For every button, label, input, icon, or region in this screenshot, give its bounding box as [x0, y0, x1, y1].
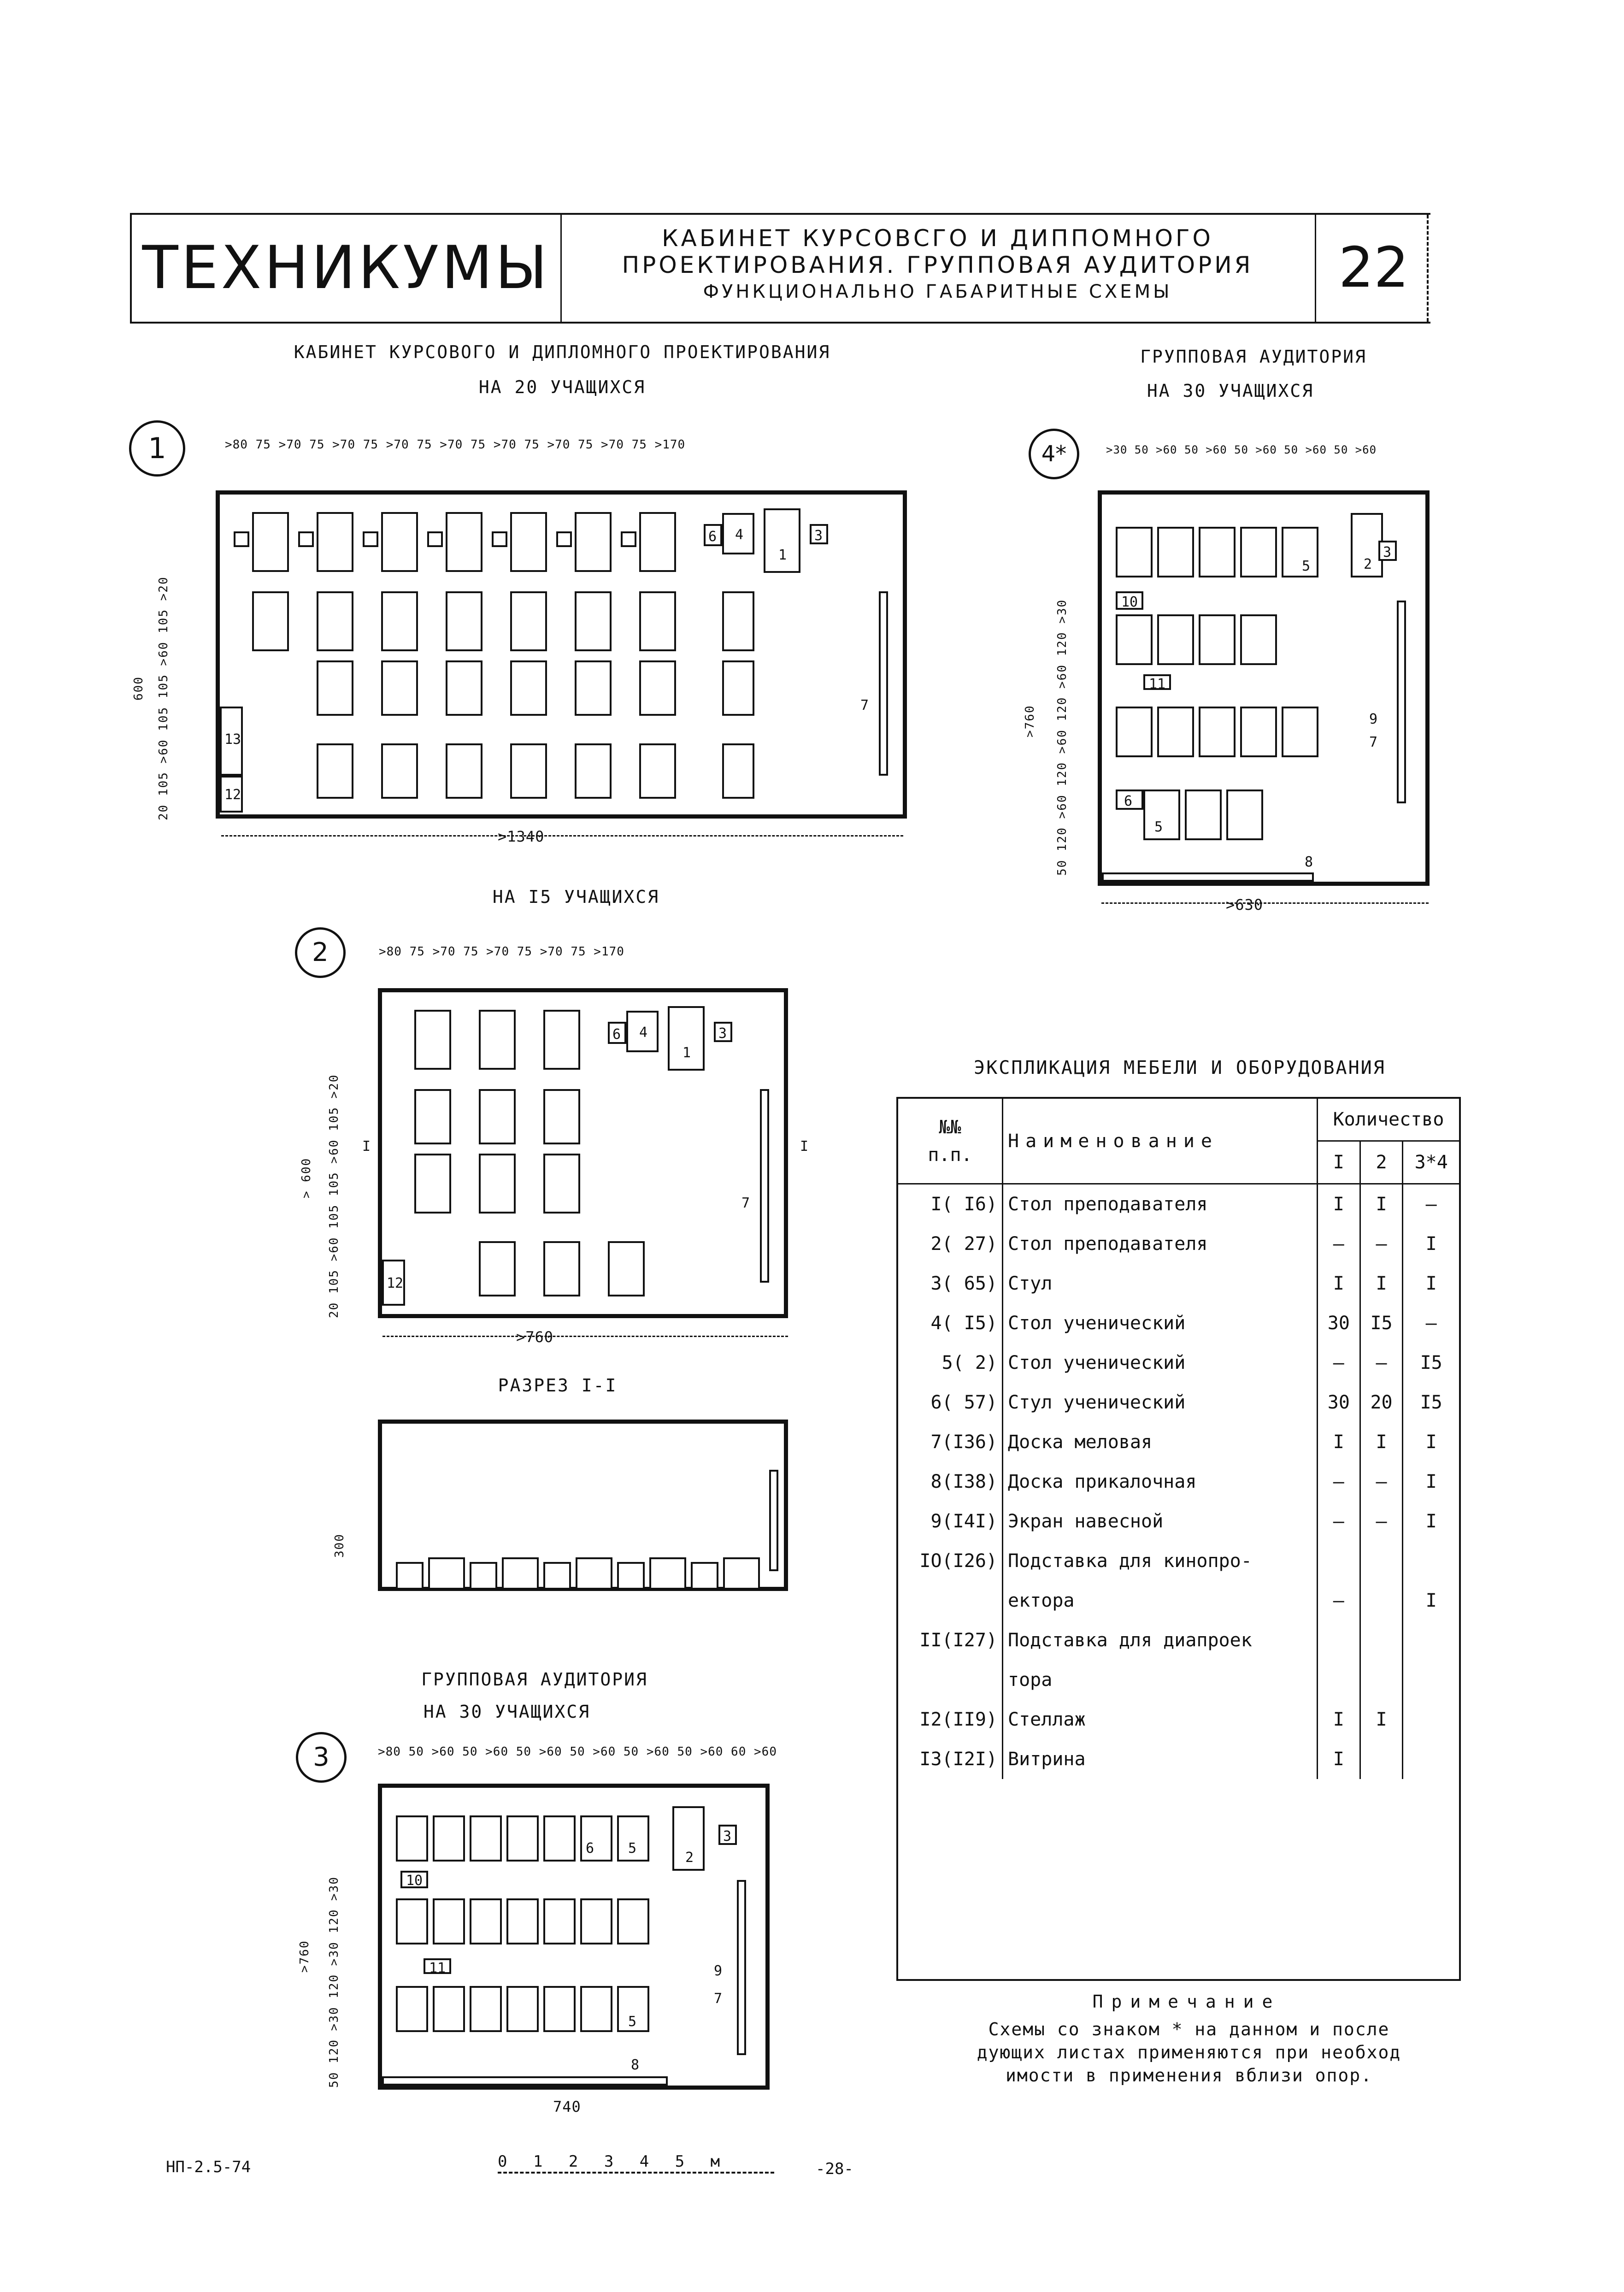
projector-stand: 10	[400, 1871, 428, 1888]
desk-section	[723, 1557, 760, 1590]
desk: 5	[1282, 527, 1318, 577]
table-row: 7(I36) Доска меловая I I I	[898, 1422, 1459, 1462]
desk	[1157, 614, 1194, 665]
desk	[543, 1986, 576, 2032]
table-row: 9(I4I) Экран навесной – – I	[898, 1502, 1459, 1541]
plan1-marker: 1	[129, 420, 185, 477]
desk	[639, 591, 676, 651]
desk-section	[617, 1562, 645, 1590]
desk	[506, 1815, 539, 1862]
desk	[470, 1815, 502, 1862]
note-line1: Схемы со знаком * на данном и после	[988, 2019, 1390, 2039]
desk	[479, 1241, 516, 1296]
plan1-caption1: КАБИНЕТ КУРСОВОГО И ДИПЛОМНОГО ПРОЕКТИРОВАНИЯ	[294, 342, 831, 362]
sheet-title-line2: ПРОЕКТИРОВАНИЯ. ГРУППОВАЯ АУДИТОРИЯ	[622, 252, 1253, 278]
desk	[543, 1154, 580, 1214]
desk	[506, 1986, 539, 2032]
desk	[433, 1986, 465, 2032]
teacher-table: 1	[668, 1006, 705, 1071]
desk	[543, 1898, 576, 1944]
desk	[381, 512, 418, 572]
desk	[479, 1154, 516, 1214]
desk: 5	[1143, 790, 1180, 840]
plan4-height-dim: >760	[1023, 705, 1037, 737]
teacher-table: 1	[764, 508, 800, 573]
desk	[446, 743, 482, 799]
chair: 6	[608, 1022, 626, 1044]
desk	[580, 1986, 612, 2032]
explication-title: ЭКСПЛИКАЦИЯ МЕБЕЛИ И ОБОРУДОВАНИЯ	[974, 1057, 1386, 1078]
desk	[479, 1010, 516, 1070]
plan1-width-dim: >1340	[498, 828, 545, 845]
desk	[1157, 527, 1194, 577]
desk	[575, 660, 612, 716]
plan1-caption2: НА 20 УЧАЩИХСЯ	[478, 377, 646, 397]
plan3-room	[378, 1784, 770, 2090]
desk: 6	[580, 1815, 612, 1862]
plan3-top-dims: >80 50 >60 50 >60 50 >60 50 >60 50 >60 50 >60 60 >60	[378, 1745, 777, 1759]
note-text	[922, 2018, 1456, 2087]
desk	[446, 512, 482, 572]
desk	[543, 1010, 580, 1070]
desk	[1116, 614, 1153, 665]
desk-section	[576, 1557, 612, 1590]
scale-bar: 0 1 2 3 4 5 м	[498, 2152, 729, 2171]
plan4-dimension-line	[1101, 902, 1429, 904]
shelf: 12	[382, 1260, 405, 1306]
plan1-left-dims: 20 105 >60 105 105 >60 105 >20	[157, 576, 171, 820]
desk	[575, 743, 612, 799]
plan2-dimension-line	[382, 1336, 788, 1337]
pinboard-label: 8	[1305, 854, 1313, 870]
pinboard	[1102, 872, 1314, 882]
desk	[1226, 790, 1263, 840]
overhead-stand: 11	[1143, 674, 1171, 690]
plan1-dimension-line	[221, 835, 903, 837]
chair	[621, 531, 636, 547]
scale-line	[498, 2172, 774, 2174]
section-height-dim: 300	[333, 1533, 347, 1558]
chalkboard	[737, 1880, 746, 2055]
desk	[1199, 707, 1236, 757]
desk	[1282, 707, 1318, 757]
chalkboard	[760, 1089, 769, 1283]
teacher-desk: 4	[626, 1011, 659, 1052]
desk	[639, 743, 676, 799]
explication-table	[896, 1097, 1461, 1981]
desk	[414, 1010, 451, 1070]
chalkboard-label: 7	[1369, 734, 1378, 750]
pinboard-label: 8	[631, 2057, 640, 2073]
plan2-caption: НА I5 УЧАЩИХСЯ	[492, 887, 660, 907]
desk-section	[396, 1562, 424, 1590]
plan3-height-dim: >760	[298, 1940, 312, 1973]
table-row: 2( 27) Стол преподавателя – – I	[898, 1224, 1459, 1264]
plan4-marker: 4*	[1029, 429, 1079, 479]
section-mark-right: I	[800, 1138, 809, 1155]
plan2-left-dims: 20 105 >60 105 105 >60 105 >20	[327, 1074, 341, 1318]
note-title: Примечание	[1092, 1992, 1281, 2012]
teacher-table: 2	[672, 1806, 705, 1871]
projector-stand: 10	[1116, 591, 1143, 610]
chair	[492, 531, 507, 547]
desk	[252, 591, 289, 651]
table-row: ектора – I	[898, 1581, 1459, 1620]
chalkboard	[1397, 601, 1406, 803]
plan4-caption2: НА 30 УЧАЩИХСЯ	[1147, 381, 1314, 401]
shelf: 12	[220, 776, 243, 813]
desk	[396, 1898, 428, 1944]
desk-section	[691, 1562, 718, 1590]
desk	[1157, 707, 1194, 757]
desk	[510, 660, 547, 716]
desk	[580, 1898, 612, 1944]
desk	[1199, 527, 1236, 577]
section-view	[378, 1420, 788, 1591]
plan3-caption1: ГРУППОВАЯ АУДИТОРИЯ	[421, 1669, 648, 1690]
desk	[1240, 527, 1277, 577]
desk-section	[470, 1562, 497, 1590]
desk	[1240, 707, 1277, 757]
desk: 5	[617, 1815, 649, 1862]
desk	[381, 660, 418, 716]
header-col2: 2	[1360, 1141, 1403, 1184]
cabinet: 3	[1378, 541, 1397, 561]
chalkboard	[879, 591, 888, 776]
desk	[575, 591, 612, 651]
header-col3: 3*4	[1403, 1141, 1459, 1184]
table-row: II(I27) Подставка для диапроек	[898, 1620, 1459, 1660]
chalkboard-label: 7	[714, 1991, 723, 2007]
table-row: I( I6) Стол преподавателя I I –	[898, 1184, 1459, 1225]
chair: 6	[704, 524, 722, 546]
title-block	[130, 213, 1430, 324]
plan3-caption2: НА 30 УЧАЩИХСЯ	[423, 1702, 591, 1722]
desk	[1185, 790, 1222, 840]
desk	[1116, 527, 1153, 577]
plan4-left-dims: 50 120 >60 120 >60 120 >60 120 >30	[1055, 599, 1069, 876]
plan3-marker: 3	[296, 1732, 347, 1783]
table-row: IO(I26) Подставка для кинопро-	[898, 1541, 1459, 1581]
desk	[381, 743, 418, 799]
table-row: 3( 65) Стул I I I	[898, 1264, 1459, 1303]
plan4-room	[1098, 490, 1430, 886]
series-title: ТЕХНИКУМЫ	[132, 215, 562, 322]
table-row: 6( 57) Стул ученический 30 20 I5	[898, 1383, 1459, 1422]
desk	[433, 1815, 465, 1862]
section-mark-left: I	[362, 1138, 371, 1155]
plan2-marker: 2	[295, 927, 346, 978]
desk	[543, 1089, 580, 1144]
teacher-desk: 4	[722, 513, 754, 554]
note-line3: имости в применения вблизи опор.	[1005, 2065, 1373, 2086]
desk	[470, 1898, 502, 1944]
chalkboard-label: 7	[741, 1195, 750, 1211]
plan3-width-dim: 740	[553, 2098, 581, 2115]
plan2-room	[378, 988, 788, 1318]
desk	[317, 743, 353, 799]
desk	[381, 591, 418, 651]
plan2-top-dims: >80 75 >70 75 >70 75 >70 75 >170	[379, 945, 624, 959]
cabinet: 3	[810, 524, 828, 544]
overhead-stand: 11	[424, 1958, 451, 1974]
chalkboard-label: 7	[860, 697, 869, 713]
desk	[617, 1898, 649, 1944]
document-code: НП-2.5-74	[166, 2158, 251, 2176]
teacher-table: 2	[1351, 513, 1383, 577]
table-row: тора	[898, 1660, 1459, 1700]
desk	[470, 1986, 502, 2032]
desk	[396, 1986, 428, 2032]
desk	[639, 512, 676, 572]
cabinet: 3	[718, 1825, 737, 1845]
desk	[543, 1815, 576, 1862]
desk	[722, 591, 754, 651]
desk	[317, 591, 353, 651]
desk	[414, 1089, 451, 1144]
header-num: №№ п.п.	[898, 1099, 1003, 1184]
chair: 6	[1116, 790, 1143, 810]
desk	[1199, 614, 1236, 665]
desk-section	[649, 1557, 686, 1590]
pinboard	[382, 2076, 668, 2086]
desk	[639, 660, 676, 716]
sheet-title-line3: ФУНКЦИОНАЛЬНО ГАБАРИТНЫЕ СХЕМЫ	[703, 281, 1172, 302]
plan3-left-dims: 50 120 >30 120 >30 120 >30	[327, 1876, 341, 2088]
desk	[1116, 707, 1153, 757]
desk	[543, 1241, 580, 1296]
desk	[317, 512, 353, 572]
desk	[479, 1089, 516, 1144]
chair	[556, 531, 572, 547]
table-row: 5( 2) Стол ученический – – I5	[898, 1343, 1459, 1383]
table-row: I2(II9) Стеллаж I I	[898, 1700, 1459, 1739]
desk	[252, 512, 289, 572]
screen-label: 9	[714, 1963, 723, 1979]
table-row: 4( I5) Стол ученический 30 I5 –	[898, 1303, 1459, 1343]
desk	[722, 743, 754, 799]
chair	[427, 531, 443, 547]
desk	[722, 660, 754, 716]
desk	[510, 512, 547, 572]
plan4-caption1: ГРУППОВАЯ АУДИТОРИЯ	[1140, 347, 1367, 367]
plan2-height-dim: > 600	[300, 1157, 313, 1198]
desk	[446, 660, 482, 716]
desk	[1240, 614, 1277, 665]
page-number: -28-	[816, 2160, 853, 2178]
sheet-number: 22	[1321, 215, 1429, 322]
desk	[414, 1154, 451, 1214]
sheet-title-line1: КАБИНЕТ КУРСОВСГО И ДИППОМНОГО	[662, 225, 1213, 252]
chair	[298, 531, 314, 547]
sheet-title	[560, 215, 1316, 322]
section-caption: РАЗРЕЗ I-I	[498, 1375, 618, 1396]
desk-section	[428, 1557, 465, 1590]
desk	[575, 512, 612, 572]
desk	[433, 1898, 465, 1944]
plan4-top-dims: >30 50 >60 50 >60 50 >60 50 >60 50 >60	[1106, 443, 1377, 456]
plan4-width-dim: >630	[1226, 896, 1264, 913]
desk-section	[502, 1557, 539, 1590]
desk	[608, 1241, 645, 1296]
screen-label: 9	[1369, 711, 1378, 727]
desk	[510, 743, 547, 799]
chalkboard-section	[769, 1470, 778, 1571]
desk: 5	[617, 1986, 649, 2032]
display-case: 13	[220, 707, 243, 776]
plan1-top-dims: >80 75 >70 75 >70 75 >70 75 >70 75 >70 75 >70 75 >70 75 >170	[225, 438, 686, 452]
cabinet: 3	[714, 1022, 732, 1042]
plan1-height-dim: 600	[132, 676, 146, 701]
desk	[396, 1815, 428, 1862]
note-line2: дующих листах применяются при необход	[977, 2042, 1401, 2062]
header-qty: Количество	[1318, 1099, 1459, 1141]
chair	[363, 531, 378, 547]
desk	[317, 660, 353, 716]
header-name: Наименование	[1003, 1099, 1318, 1184]
desk-section	[543, 1562, 571, 1590]
plan2-width-dim: >760	[516, 1328, 554, 1346]
desk	[446, 591, 482, 651]
desk	[510, 591, 547, 651]
table-row: I3(I2I) Витрина I	[898, 1739, 1459, 1779]
header-col1: I	[1318, 1141, 1360, 1184]
table-row: 8(I38) Доска прикалочная – – I	[898, 1462, 1459, 1502]
desk	[506, 1898, 539, 1944]
chair	[234, 531, 249, 547]
plan1-room	[216, 490, 907, 819]
